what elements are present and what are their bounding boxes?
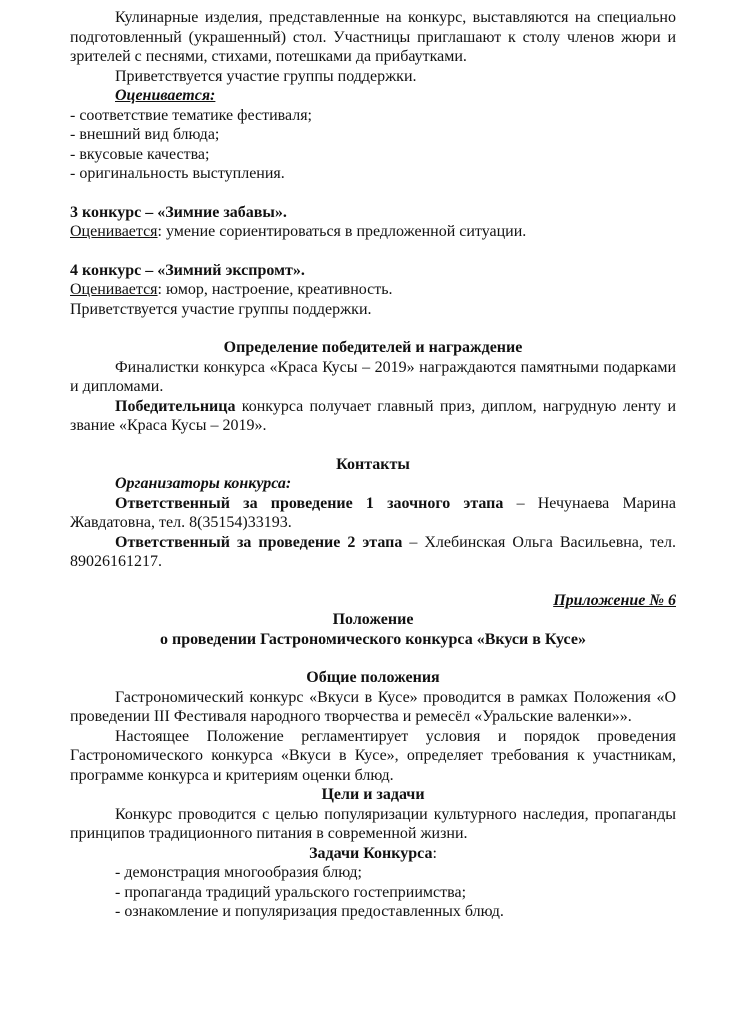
appendix-subtitle: о проведении Гастрономического конкурса «Вкуси в Кусе» xyxy=(160,630,586,648)
general-paragraph-1: Гастрономический конкурс «Вкуси в Кусе» проводится в рамках Положения «О проведении III Фестиваля народного творчества и ремесёл «Уральские валенки»». xyxy=(70,688,676,725)
contest-tail-paragraph: Кулинарные изделия, представленные на конкурс, выставляются на специально подготовленный (украшенный) стол. Участницы приглашают к столу членов жюри и зрителей с песнями, стихами, потешками да прибаутками. xyxy=(70,9,676,65)
winners-paragraph-2: Победительница конкурса получает главный приз, диплом, нагрудную ленту и звание «Краса Кусы – 2019». xyxy=(70,397,676,434)
general-provisions-heading: Общие положения xyxy=(306,669,440,686)
criteria-item: - внешний вид блюда; xyxy=(70,126,220,143)
goals-paragraph: Конкурс проводится с целью популяризации культурного наследия, пропаганды принципов традиционного питания в современной жизни. xyxy=(70,805,676,842)
contacts-heading: Контакты xyxy=(336,455,410,473)
contest4-title: 4 конкурс – «Зимний экспромт». xyxy=(70,261,305,279)
appendix-title: Положение xyxy=(332,611,414,628)
task-item: - пропаганда традиций уральского гостеприимства; xyxy=(115,883,467,901)
contest4-support-note: Приветствуется участие группы поддержки. xyxy=(70,300,372,318)
contest4-evaluation: Оценивается: юмор, настроение, креативность. xyxy=(70,281,393,298)
contest3-title: 3 конкурс – «Зимние забавы». xyxy=(70,203,287,221)
contact-stage2: Ответственный за проведение 2 этапа – Хлебинская Ольга Васильевна, тел. 89026161217. xyxy=(70,533,676,570)
contest3-evaluation: Оценивается: умение сориентироваться в предложенной ситуации. xyxy=(70,223,527,240)
appendix-label: Приложение № 6 xyxy=(553,591,676,609)
winners-paragraph-1: Финалистки конкурса «Краса Кусы – 2019» награждаются памятными подарками и дипломами. xyxy=(70,358,676,395)
general-paragraph-2: Настоящее Положение регламентирует условия и порядок проведения Гастрономического конкурса «Вкуси в Кусе», определяет требования к участникам, программе конкурса и критериям оценки блюд. xyxy=(70,727,676,784)
criteria-item: - вкусовые качества; xyxy=(70,145,210,163)
document-page xyxy=(70,8,676,922)
criteria-item: - оригинальность выступления. xyxy=(70,165,285,182)
goals-heading: Цели и задачи xyxy=(321,786,425,803)
criteria-item: - соответствие тематике фестиваля; xyxy=(70,106,312,124)
contact-stage1: Ответственный за проведение 1 заочного этапа – Нечунаева Марина Жавдатовна, тел. 8(35154)33193. xyxy=(70,494,677,531)
winners-heading: Определение победителей и награждение xyxy=(223,339,523,356)
task-item: - ознакомление и популяризация предоставленных блюд. xyxy=(115,903,504,920)
organizers-label: Организаторы конкурса: xyxy=(115,475,292,492)
task-item: - демонстрация многообразия блюд; xyxy=(115,864,362,881)
evaluated-label: Оценивается: xyxy=(115,87,216,104)
support-group-note: Приветствуется участие группы поддержки. xyxy=(115,67,417,85)
tasks-heading: Задачи Конкурса: xyxy=(309,844,437,862)
